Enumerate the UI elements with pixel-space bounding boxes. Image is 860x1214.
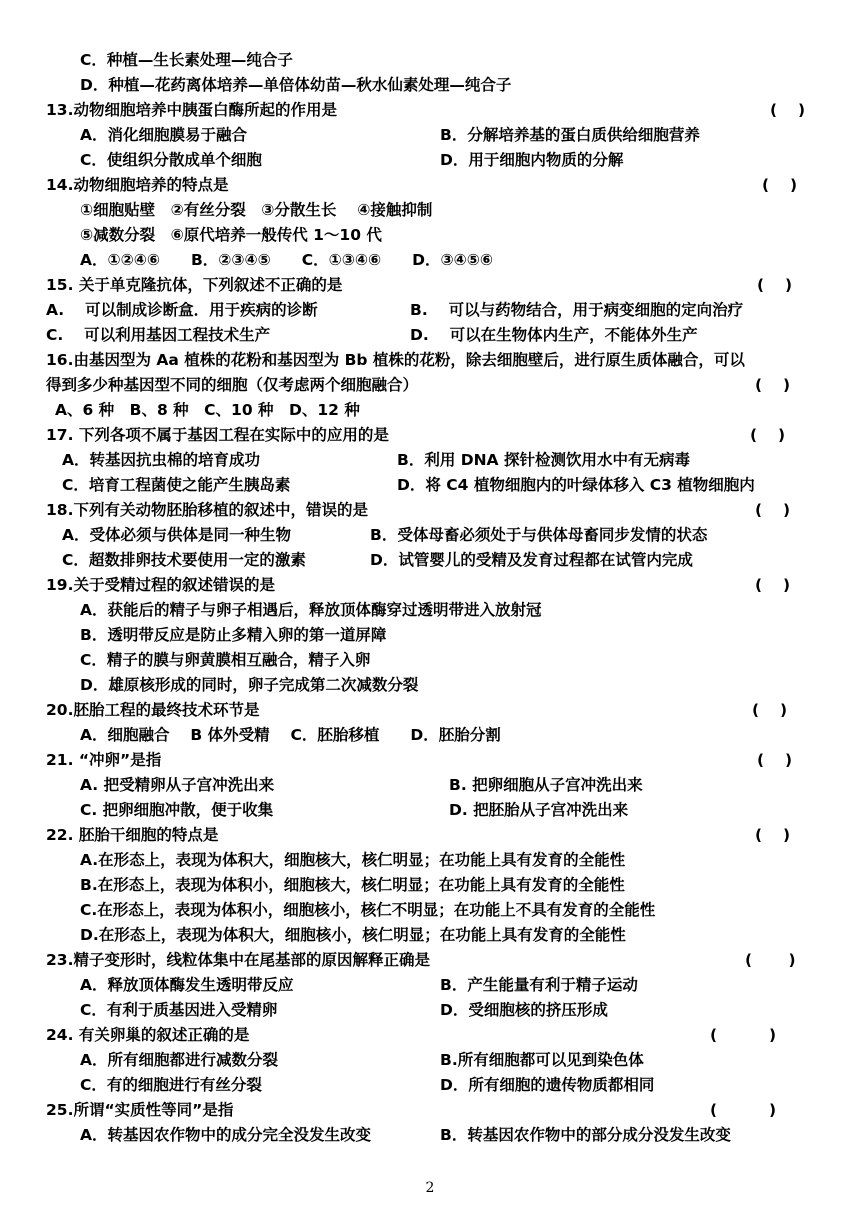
option-text: D．将 C4 植物细胞内的叶绿体移入 C3 植物细胞内 <box>397 476 755 494</box>
answer-bracket: ( ) <box>755 376 791 394</box>
option-text: B．产生能量有利于精子运动 <box>440 976 638 994</box>
line-text: D.在形态上，表现为体积大，细胞核小，核仁明显；在功能上具有发育的全能性 <box>80 926 626 944</box>
answer-bracket: ( ) <box>770 101 806 119</box>
line-text: A．①②④⑥ B．②③④⑤ C．①③④⑥ D．③④⑤⑥ <box>80 251 494 269</box>
option-text: B．转基因农作物中的部分成分没发生改变 <box>440 1126 731 1144</box>
line-text: A.在形态上，表现为体积大，细胞核大，核仁明显；在功能上具有发育的全能性 <box>80 851 626 869</box>
option-text: A．转基因农作物中的成分完全没发生改变 <box>80 1126 371 1144</box>
line-text: 18.下列有关动物胚胎移植的叙述中，错误的是 <box>46 501 368 519</box>
answer-bracket: ( ) <box>755 576 791 594</box>
answer-bracket: ( ) <box>750 426 786 444</box>
line-text: 23.精子变形时，线粒体集中在尾基部的原因解释正确是 <box>46 951 430 969</box>
line-text: 19.关于受精过程的叙述错误的是 <box>46 576 275 594</box>
line-text: 22. 胚胎干细胞的特点是 <box>46 826 219 844</box>
line-text: 13.动物细胞培养中胰蛋白酶所起的作用是 <box>46 101 337 119</box>
line-text: C.在形态上，表现为体积小，细胞核小，核仁不明显；在功能上不具有发育的全能性 <box>80 901 656 919</box>
line-text: A．获能后的精子与卵子相遇后，释放顶体酶穿过透明带进入放射冠 <box>80 601 542 619</box>
line-text: C．种植—生长素处理—纯合子 <box>80 51 293 69</box>
line-text: 14.动物细胞培养的特点是 <box>46 176 229 194</box>
option-text: B.所有细胞都可以见到染色体 <box>440 1051 644 1069</box>
option-text: A. 把受精卵从子宫冲洗出来 <box>80 776 275 794</box>
option-text: C．有的细胞进行有丝分裂 <box>80 1076 262 1094</box>
line-text: D．种植—花药离体培养—单倍体幼苗—秋水仙素处理—纯合子 <box>80 76 512 94</box>
answer-bracket: ( ) <box>757 751 793 769</box>
option-text: C．使组织分散成单个细胞 <box>80 151 262 169</box>
page-number: 2 <box>425 1180 435 1196</box>
line-text: 得到多少种基因型不同的细胞（仅考虑两个细胞融合） <box>46 376 419 394</box>
answer-bracket: ( ) <box>755 826 791 844</box>
answer-bracket: ( ) <box>762 176 798 194</box>
option-text: A．释放顶体酶发生透明带反应 <box>80 976 294 994</box>
line-text: B．透明带反应是防止多精入卵的第一道屏障 <box>80 626 387 644</box>
line-text: 21. “冲卵”是指 <box>46 751 162 769</box>
line-text: 15. 关于单克隆抗体，下列叙述不正确的是 <box>46 276 343 294</box>
option-text: C. 把卵细胞冲散，便于收集 <box>80 801 274 819</box>
option-text: D. 可以在生物体内生产，不能体外生产 <box>410 326 698 344</box>
answer-bracket: ( ) <box>710 1101 777 1119</box>
line-text: D．雄原核形成的同时，卵子完成第二次减数分裂 <box>80 676 419 694</box>
line-text: 24. 有关卵巢的叙述正确的是 <box>46 1026 250 1044</box>
option-text: D. 把胚胎从子宫冲洗出来 <box>449 801 629 819</box>
option-text: D．试管婴儿的受精及发育过程都在试管内完成 <box>370 551 693 569</box>
option-text: D．用于细胞内物质的分解 <box>440 151 624 169</box>
option-text: B. 把卵细胞从子宫冲洗出来 <box>449 776 643 794</box>
answer-bracket: ( ) <box>710 1026 777 1044</box>
option-text: A．所有细胞都进行减数分裂 <box>80 1051 278 1069</box>
line-text: ①细胞贴壁 ②有丝分裂 ③分散生长 ④接触抑制 <box>80 201 433 219</box>
answer-bracket: ( ) <box>757 276 793 294</box>
option-text: A．转基因抗虫棉的培育成功 <box>62 451 260 469</box>
option-text: B．利用 DNA 探针检测饮用水中有无病毒 <box>397 451 690 469</box>
line-text: B.在形态上，表现为体积小，细胞核大，核仁明显；在功能上具有发育的全能性 <box>80 876 625 894</box>
answer-bracket: ( ) <box>755 501 791 519</box>
line-text: ⑤减数分裂 ⑥原代培养一般传代 1～10 代 <box>80 226 382 244</box>
option-text: C．培育工程菌使之能产生胰岛素 <box>62 476 291 494</box>
option-text: D．受细胞核的挤压形成 <box>440 1001 608 1019</box>
option-text: C．超数排卵技术要使用一定的激素 <box>62 551 306 569</box>
option-text: C. 可以利用基因工程技术生产 <box>46 326 271 344</box>
line-text: 17. 下列各项不属于基因工程在实际中的应用的是 <box>46 426 389 444</box>
option-text: D．所有细胞的遗传物质都相同 <box>440 1076 655 1094</box>
option-text: A．受体必须与供体是同一种生物 <box>62 526 291 544</box>
line-text: A．细胞融合 B 体外受精 C．胚胎移植 D．胚胎分割 <box>80 726 501 744</box>
line-text: 25.所谓“实质性等同”是指 <box>46 1101 234 1119</box>
option-text: A. 可以制成诊断盒．用于疾病的诊断 <box>46 301 318 319</box>
option-text: A．消化细胞膜易于融合 <box>80 126 247 144</box>
option-text: B. 可以与药物结合，用于病变细胞的定向治疗 <box>410 301 744 319</box>
answer-bracket: ( ) <box>752 701 788 719</box>
line-text: 20.胚胎工程的最终技术环节是 <box>46 701 260 719</box>
answer-bracket: ( ) <box>745 951 796 969</box>
option-text: C．有利于质基因进入受精卵 <box>80 1001 278 1019</box>
line-text: 16.由基因型为 Aa 植株的花粉和基因型为 Bb 植株的花粉，除去细胞壁后，进行原生质体融合，可以 <box>46 351 745 369</box>
line-text: C．精子的膜与卵黄膜相互融合，精子入卵 <box>80 651 371 669</box>
line-text: A、6 种 B、8 种 C、10 种 D、12 种 <box>55 401 360 419</box>
option-text: B．分解培养基的蛋白质供给细胞营养 <box>440 126 700 144</box>
option-text: B．受体母畜必须处于与供体母畜同步发情的状态 <box>370 526 708 544</box>
